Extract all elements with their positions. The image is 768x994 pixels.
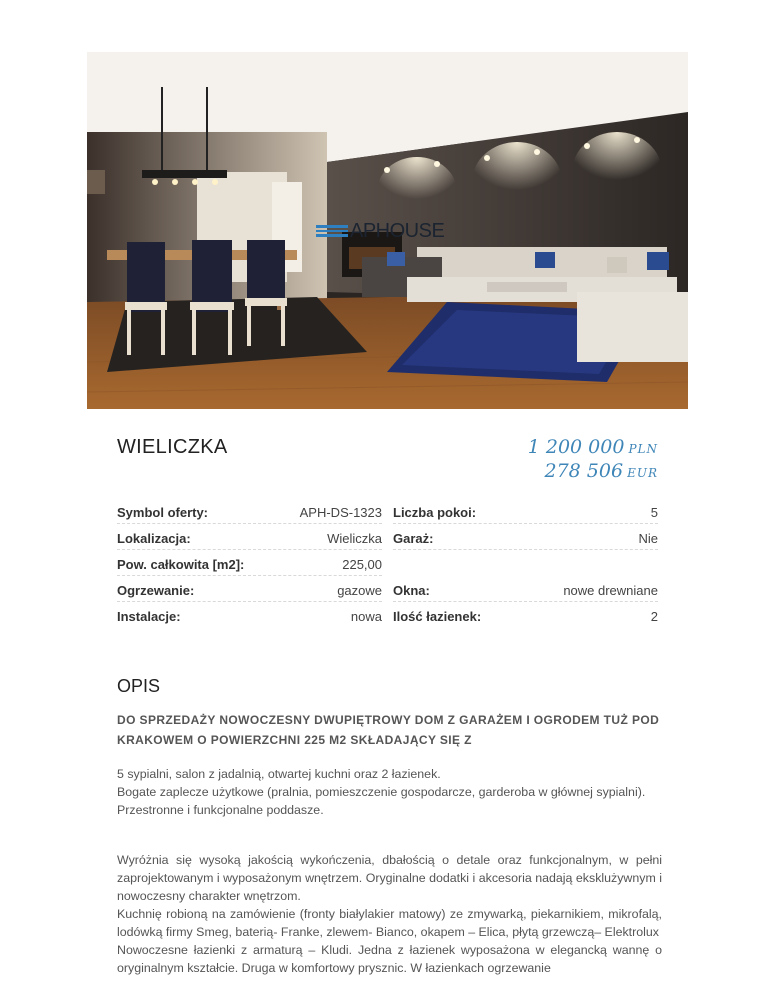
- spec-windows: [393, 579, 658, 602]
- brand-watermark: [316, 220, 466, 242]
- spec-label: Symbol oferty:: [117, 505, 209, 520]
- description-paragraph: [117, 765, 662, 819]
- spec-bathrooms: [393, 605, 658, 627]
- spec-area: [117, 553, 382, 576]
- price-pln-value: 1 200 000: [527, 436, 625, 458]
- spec-label: Ilość łazienek:: [393, 609, 482, 624]
- description-line: 5 sypialni, salon z jadalnią, otwartej kuchni oraz 2 łazienek.: [117, 767, 441, 781]
- specs-row: [117, 553, 658, 579]
- specs-row: [117, 579, 658, 605]
- spec-value: gazowe: [337, 583, 382, 598]
- spec-rooms: [393, 501, 658, 524]
- spec-heating: [117, 579, 382, 602]
- spec-label: Lokalizacja:: [117, 531, 191, 546]
- spec-label: Pow. całkowita [m2]:: [117, 557, 245, 572]
- description-line: Kuchnię robioną na zamówienie (fronty białylakier matowy) ze zmywarką, piekarnikiem, mikrofalą, lodówką firmy Smeg, baterią- Franke, zlewem- Bianco, okapem – Elica, płytą grzewczą– Elektrolux: [117, 907, 662, 939]
- listing-title: WIELICZKA: [117, 436, 228, 458]
- description-paragraph: [117, 851, 662, 977]
- spec-value: Wieliczka: [327, 531, 382, 546]
- price-pln: [528, 436, 658, 460]
- spec-label: Liczba pokoi:: [393, 505, 477, 520]
- description-line: Nowoczesne łazienki z armaturą – Kludi. Jedna z łazienek wyposażona w elegancką wannę o oryginalnym kształcie. Druga w komfortowy prysznic. W łazienkach ogrzewanie: [117, 943, 662, 975]
- spec-value: 225,00: [342, 557, 382, 572]
- description-line: Przestronne i funkcjonalne poddasze.: [117, 803, 324, 817]
- specs-row: [117, 605, 658, 631]
- description-heading: OPIS: [117, 676, 161, 696]
- specs-row: [117, 527, 658, 553]
- spec-label: Instalacje:: [117, 609, 181, 624]
- description-line: Wyróżnia się wysoką jakością wykończenia, dbałością o detale oraz funkcjonalnym, w pełni zaprojektowanym i wyposażonym wnętrzem. Oryginalne dodatki i akcesoria nadają eksklużywnym i nowoczesny charakter wnętrzom.: [117, 853, 662, 903]
- spec-label: Ogrzewanie:: [117, 583, 195, 598]
- price-eur: [528, 460, 658, 484]
- specs-table: [117, 501, 658, 631]
- listing-photo: [87, 52, 688, 409]
- spec-label: Okna:: [393, 583, 430, 598]
- logo-text: APHOUSE: [350, 219, 445, 242]
- spec-symbol: [117, 501, 382, 524]
- spec-label: Garaż:: [393, 531, 434, 546]
- spec-location: [117, 527, 382, 550]
- specs-row: [117, 501, 658, 527]
- price-block: [528, 436, 658, 484]
- spec-value: 2: [650, 609, 658, 624]
- spec-value: nowa: [350, 609, 382, 624]
- price-pln-currency: PLN: [628, 442, 658, 456]
- spec-garage: [393, 527, 658, 550]
- spec-value: 5: [650, 505, 658, 520]
- description-line: Bogate zaplecze użytkowe (pralnia, pomieszczenie gospodarcze, garderoba w głównej sypialni).: [117, 785, 646, 799]
- spec-value: Nie: [638, 531, 658, 546]
- price-eur-value: 278 506: [544, 460, 624, 482]
- spec-empty: [393, 553, 658, 575]
- spec-value: APH-DS-1323: [299, 505, 382, 520]
- logo-mark-icon: [316, 225, 348, 237]
- description-lead: DO SPRZEDAŻY NOWOCZESNY DWUPIĘTROWY DOM Z GARAŻEM I OGRODEM TUŻ POD KRAKOWEM O POWIERZCHNI 225 M2 SKŁADAJĄCY SIĘ Z: [117, 713, 660, 747]
- spec-value: nowe drewniane: [563, 583, 658, 598]
- spec-installations: [117, 605, 382, 627]
- price-eur-currency: EUR: [627, 466, 658, 480]
